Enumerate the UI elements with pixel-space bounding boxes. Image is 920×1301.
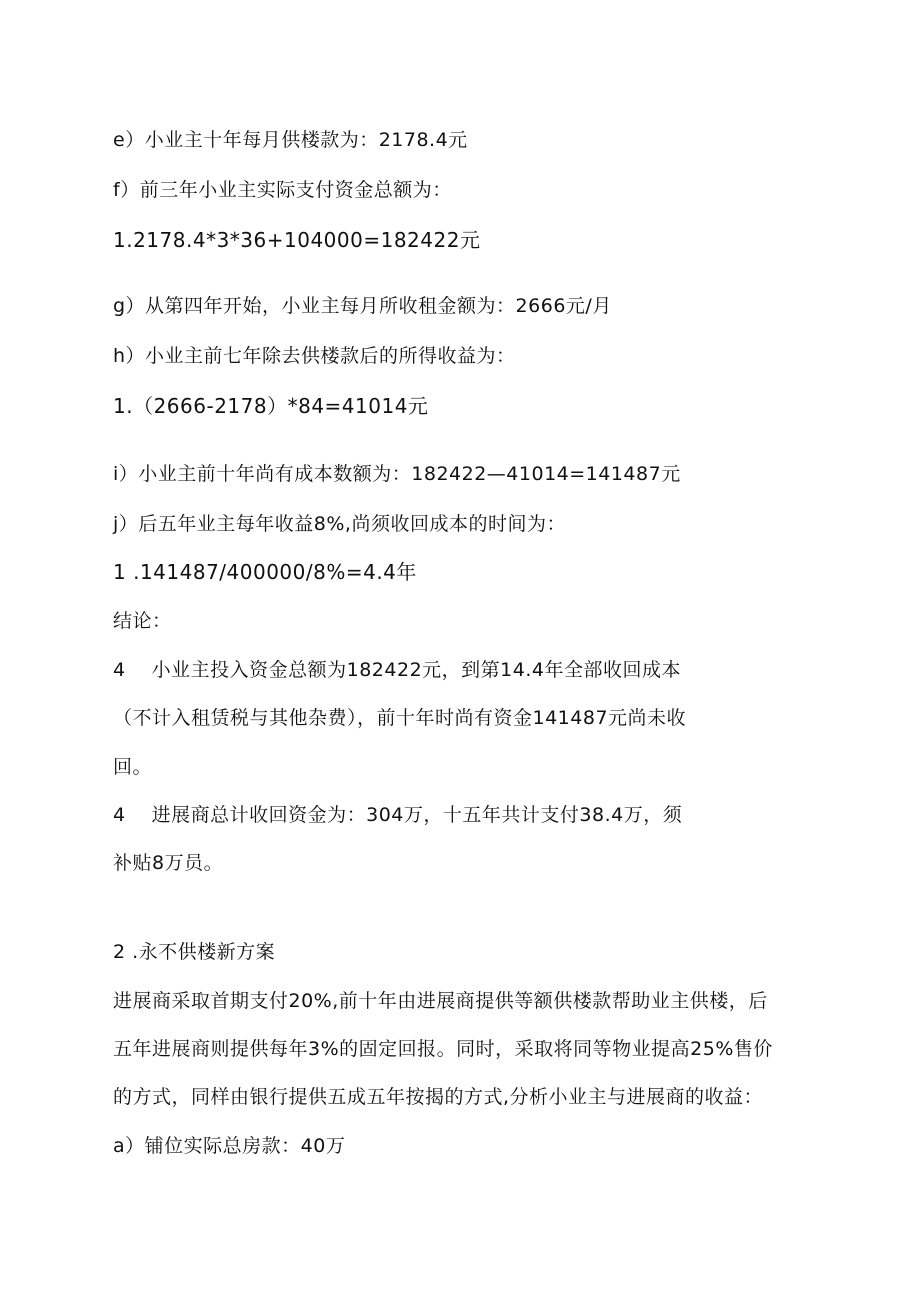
section-2-para-2: 五年进展商则提供每年3%的固定回报。同时，采取将同等物业提高25%售价 (113, 1038, 773, 1060)
line-j-calc: 1 .141487/400000/8%=4.4年 (113, 560, 417, 584)
line-f-calc: 1.2178.4*3*36+104000=182422元 (113, 228, 481, 252)
section-2-para-1: 进展商采取首期支付20%,前十年由进展商提供等额供楼款帮助业主供楼，后 (113, 990, 768, 1012)
conclusion-item-2: 4 进展商总计收回资金为：304万，十五年共计支付38.4万，须 (113, 804, 683, 826)
conclusion-item-2-cont: 补贴8万员。 (113, 852, 224, 874)
section-2-para-3: 的方式，同样由银行提供五成五年按揭的方式,分析小业主与进展商的收益： (113, 1086, 764, 1108)
section-heading-2: 2 .永不供楼新方案 (113, 941, 276, 963)
conclusion-item-1-end: 回。 (113, 756, 153, 778)
line-a: a）铺位实际总房款：40万 (113, 1135, 346, 1157)
line-h-calc: 1.（2666-2178）*84=41014元 (113, 394, 429, 418)
line-f: f）前三年小业主实际支付资金总额为： (113, 179, 452, 201)
line-h: h）小业主前七年除去供楼款后的所得收益为： (113, 345, 516, 367)
conclusion-item-1: 4 小业主投入资金总额为182422元，到第14.4年全部收回成本 (113, 659, 681, 681)
line-j: j）后五年业主每年收益8%,尚须收回成本的时间为： (113, 513, 566, 535)
conclusion-item-1-cont: （不计入租赁税与其他杂费），前十年时尚有资金141487元尚未收 (113, 707, 687, 729)
conclusion-heading: 结论： (113, 610, 172, 632)
line-g: g）从第四年开始，小业主每月所收租金额为：2666元/月 (113, 295, 612, 317)
line-e: e）小业主十年每月供楼款为：2178.4元 (113, 129, 468, 151)
line-i: i）小业主前十年尚有成本数额为：182422—41014=141487元 (113, 463, 681, 485)
